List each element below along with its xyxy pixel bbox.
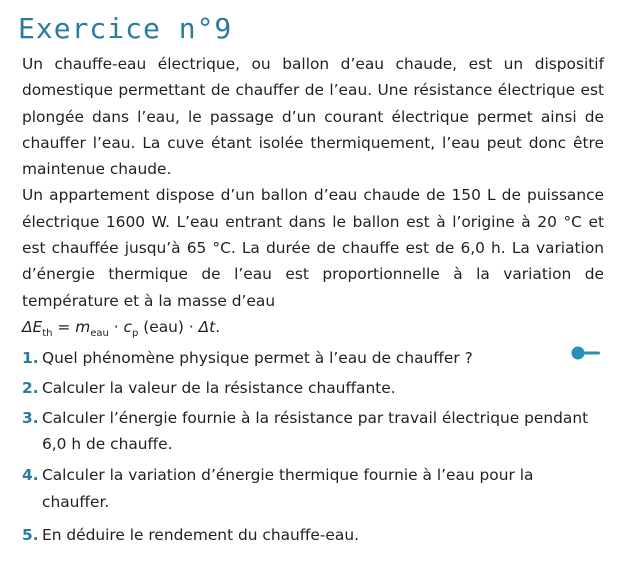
question-3 xyxy=(22,405,604,458)
questions-list xyxy=(22,345,604,548)
data-paragraph: Un appartement dispose d’un ballon d’eau chaude de 150 L de puissance électrique 1600 W. L’eau entrant dans le ballon est à l’origine à 20 °C et est chauffée jusqu’à 65 °C. La durée de chauffe est de 6,0 h. La variation d’énergie thermique de l’eau est proportionnelle à la variation de température et à la masse d’eau xyxy=(22,186,604,310)
formula-sub-p: p xyxy=(132,327,139,339)
formula-period: . xyxy=(215,317,221,336)
formula-equals: = xyxy=(52,317,76,336)
formula-sub-eau: eau xyxy=(90,327,109,339)
question-4 xyxy=(22,462,604,515)
formula-dot-2: · xyxy=(183,317,199,336)
formula-paren-eau: (eau) xyxy=(138,317,184,336)
question-3-number: 3. xyxy=(22,408,39,427)
intro-paragraph: Un chauffe-eau électrique, ou ballon d’eau chaude, est un dispositif domestique permettant de chauffer de l’eau. Une résistance électrique est plongée dans l’eau, le passage d’un courant électrique permet ainsi de chauffer l’eau. La cuve étant isolée thermiquement, l’eau peut donc être maintenue chaude. xyxy=(22,55,604,179)
difficulty-marker-icon xyxy=(571,346,601,360)
formula-delta-t: Δt xyxy=(198,317,216,336)
question-2 xyxy=(22,375,604,401)
question-4-number: 4. xyxy=(22,466,39,485)
formula-delta-e: ΔE xyxy=(22,317,43,336)
question-5-number: 5. xyxy=(22,526,39,545)
exercise-title: Exercice n°9 xyxy=(18,12,233,45)
question-1-number: 1. xyxy=(22,349,39,368)
exercise-body xyxy=(22,51,604,548)
formula-c: c xyxy=(123,317,132,336)
energy-formula xyxy=(22,314,604,340)
question-5-text: En déduire le rendement du chauffe-eau. xyxy=(42,526,359,545)
question-4-text: Calculer la variation d’énergie thermique fournie à l’eau pour la chauffer. xyxy=(42,466,534,511)
question-5 xyxy=(22,522,604,548)
question-2-text: Calculer la valeur de la résistance chauffante. xyxy=(42,378,396,397)
question-2-number: 2. xyxy=(22,378,39,397)
question-1 xyxy=(22,345,604,371)
question-3-text: Calculer l’énergie fournie à la résistance par travail électrique pendant 6,0 h de chauffe. xyxy=(42,408,589,454)
formula-mass: m xyxy=(75,317,91,336)
formula-dot-1: · xyxy=(108,317,124,336)
question-1-text: Quel phénomène physique permet à l’eau de chauffer ? xyxy=(42,349,473,368)
formula-sub-th: th xyxy=(42,327,53,339)
